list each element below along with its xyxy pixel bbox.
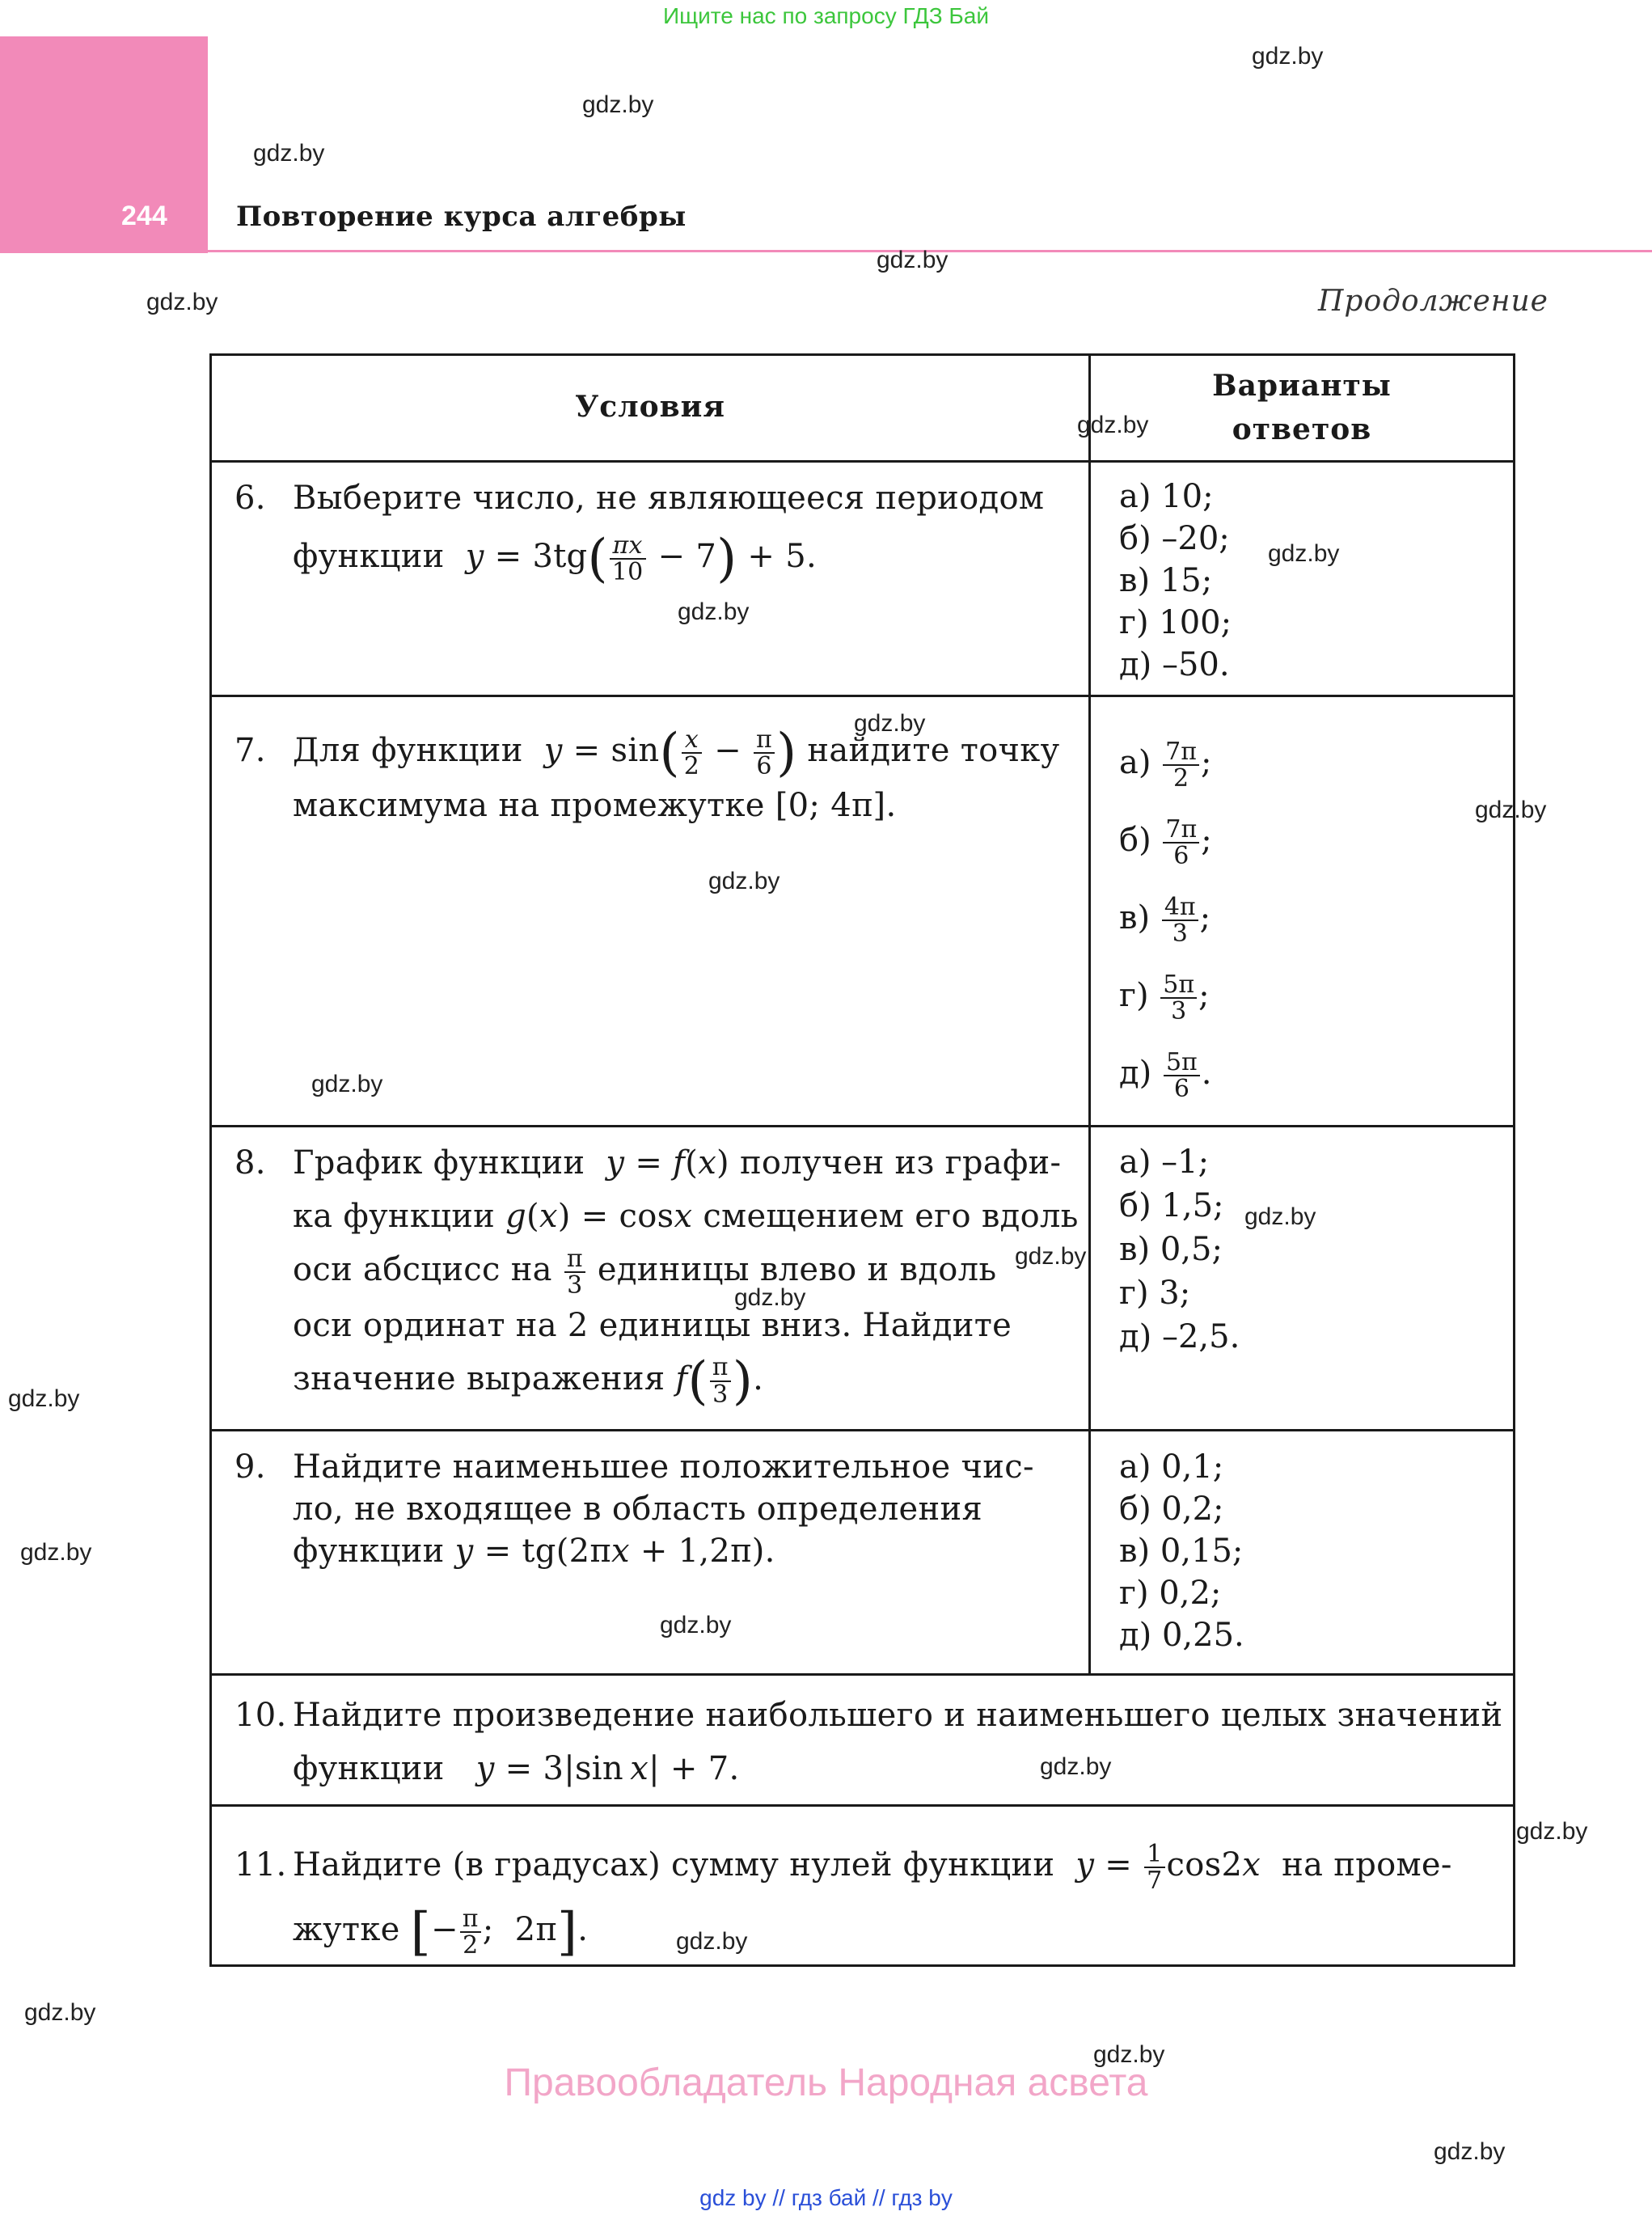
answer-end: ; bbox=[1201, 822, 1212, 859]
answer-option: д) –50. bbox=[1119, 646, 1230, 683]
problem-number: 11. bbox=[234, 1846, 287, 1884]
problem-text: найдите точку bbox=[807, 732, 1060, 769]
problem-formula-line: Для функции y = sin( $\frac{x}{2}$ − $\frac{\pi}{6}$ ) найдите точку bbox=[293, 723, 1060, 783]
answer-option: б) –20; bbox=[1119, 520, 1230, 557]
problem-text: оси абсцисс на bbox=[293, 1251, 552, 1288]
answer-option: г) 100; bbox=[1119, 604, 1232, 641]
answer-numerator: 5π bbox=[1164, 1050, 1200, 1077]
problem-formula-line: оси абсцисс на $\frac{\pi}{3}$ единицы влево и вдоль bbox=[293, 1244, 997, 1300]
problem-formula-line: ка функции g(x) = cosx смещением его вдоль bbox=[293, 1198, 1079, 1235]
watermark: gdz.by bbox=[1077, 412, 1149, 438]
problem-text-line: оси ординат на 2 единицы вниз. Найдите bbox=[293, 1306, 1012, 1344]
watermark: gdz.by bbox=[676, 1928, 748, 1955]
answer-option bbox=[1119, 724, 1212, 801]
watermark: gdz.by bbox=[1015, 1243, 1087, 1270]
answer-end: ; bbox=[1199, 899, 1211, 937]
problem-text: функции bbox=[293, 1750, 445, 1787]
table-row-rule bbox=[209, 1125, 1515, 1127]
problem-text-line: Найдите произведение наибольшего и наименьшего целых значений bbox=[293, 1697, 1503, 1734]
problem-text: График функции bbox=[293, 1144, 585, 1182]
watermark: gdz.by bbox=[1244, 1203, 1316, 1230]
answer-option: а) 0,1; bbox=[1119, 1448, 1224, 1486]
answer-option: а) –1; bbox=[1119, 1144, 1210, 1181]
problem-formula-line: График функции y = f(x) получен из графи- bbox=[293, 1144, 1062, 1182]
problem-8-condition bbox=[234, 1136, 1079, 1411]
answer-option: б) 0,2; bbox=[1119, 1490, 1224, 1528]
answer-option bbox=[1119, 957, 1212, 1034]
watermark: gdz.by bbox=[734, 1284, 806, 1311]
answer-label: б) bbox=[1119, 822, 1151, 859]
answer-option: а) 10; bbox=[1119, 478, 1214, 515]
answer-end: ; bbox=[1200, 744, 1212, 781]
problem-formula-line: жутке [− $\frac{\pi}{2}$ ; 2π]. bbox=[293, 1902, 589, 1962]
answer-option: в) 15; bbox=[1119, 562, 1213, 599]
problem-text-line: максимума на промежутке [0; 4π]. bbox=[293, 786, 897, 824]
answer-label: в) bbox=[1119, 899, 1151, 937]
problem-text-line: Найдите наименьшее положительное чис- bbox=[293, 1448, 1034, 1486]
problem-number: 9. bbox=[234, 1448, 266, 1486]
problem-formula-line: Найдите (в градусах) сумму нулей функции y = $\frac{1}{7}$ cos2x на проме- bbox=[293, 1839, 1452, 1895]
problem-8-answers bbox=[1119, 1140, 1240, 1359]
table-row-rule bbox=[209, 1804, 1515, 1807]
watermark: gdz.by bbox=[1093, 2041, 1165, 2068]
table-header-rule bbox=[209, 460, 1515, 463]
problem-number: 10. bbox=[234, 1697, 287, 1734]
problem-7-answers bbox=[1119, 724, 1212, 1112]
table-row-rule bbox=[209, 1673, 1515, 1676]
answer-option: д) –2,5. bbox=[1119, 1318, 1240, 1355]
problem-text: получен из графи- bbox=[739, 1144, 1062, 1182]
table-row-rule bbox=[209, 695, 1515, 697]
problem-formula-line: значение выражения f( $\frac{\pi}{3}$ ). bbox=[293, 1351, 764, 1411]
problem-formula-line: функции y = 3|sin x| + 7. bbox=[293, 1750, 740, 1787]
problem-6-condition bbox=[234, 472, 1045, 589]
header-answers-line2: ответов bbox=[1232, 412, 1372, 446]
watermark: gdz.by bbox=[678, 598, 750, 625]
answer-numerator: 4π bbox=[1162, 894, 1198, 922]
watermark: gdz.by bbox=[1475, 797, 1547, 823]
table-border-left bbox=[209, 353, 212, 1967]
answer-denominator: 2 bbox=[1173, 764, 1189, 793]
answer-option: в) 0,15; bbox=[1119, 1533, 1244, 1570]
answer-denominator: 3 bbox=[1171, 997, 1187, 1025]
problem-number: 7. bbox=[234, 732, 266, 769]
answer-option: д) 0,25. bbox=[1119, 1617, 1244, 1654]
answer-numerator: 7π bbox=[1163, 817, 1199, 844]
problem-text: жутке bbox=[293, 1911, 400, 1948]
answer-option bbox=[1119, 801, 1212, 879]
answer-option bbox=[1119, 879, 1212, 957]
problem-11-condition bbox=[234, 1833, 1452, 1962]
problem-text: значение выражения bbox=[293, 1359, 665, 1397]
answer-label: а) bbox=[1119, 744, 1151, 781]
problem-text: Найдите (в градусах) сумму нулей функции bbox=[293, 1846, 1055, 1884]
table-border-right bbox=[1513, 353, 1515, 1967]
answer-option: б) 1,5; bbox=[1119, 1187, 1224, 1224]
answer-label: д) bbox=[1119, 1055, 1152, 1092]
answer-option: в) 0,5; bbox=[1119, 1231, 1223, 1268]
watermark: gdz.by bbox=[253, 140, 325, 167]
top-banner[interactable]: Ищите нас по запросу ГДЗ Бай bbox=[662, 3, 990, 28]
problem-text: смещением его вдоль bbox=[703, 1198, 1079, 1235]
answer-end: ; bbox=[1198, 977, 1210, 1014]
watermark: gdz.by bbox=[24, 1999, 96, 2026]
problem-6-answers bbox=[1119, 476, 1232, 686]
answer-numerator: 5π bbox=[1160, 972, 1197, 1000]
copyright-notice: Правообладатель Народная асвета bbox=[504, 2061, 1148, 2104]
problem-text-line: ло, не входящее в область определения bbox=[293, 1490, 982, 1528]
footer-links[interactable]: gdz by // гдз бай // гдз by bbox=[699, 2185, 953, 2210]
answer-denominator: 6 bbox=[1173, 842, 1189, 870]
problem-text: функции bbox=[293, 1533, 445, 1570]
problem-9-condition bbox=[234, 1446, 1034, 1572]
problem-text: единицы влево и вдоль bbox=[597, 1251, 997, 1288]
watermark: gdz.by bbox=[20, 1539, 92, 1566]
answer-option: г) 3; bbox=[1119, 1275, 1191, 1312]
problem-9-answers bbox=[1119, 1446, 1244, 1656]
answer-denominator: 3 bbox=[1172, 920, 1188, 948]
watermark: gdz.by bbox=[1516, 1818, 1588, 1845]
problem-text: на проме- bbox=[1282, 1846, 1452, 1884]
answer-option: г) 0,2; bbox=[1119, 1575, 1222, 1612]
problem-text: Для функции bbox=[293, 732, 523, 769]
watermark: gdz.by bbox=[1252, 43, 1324, 70]
table-row-rule bbox=[209, 1429, 1515, 1431]
watermark: gdz.by bbox=[877, 247, 949, 273]
problem-formula-line: функции y = 3tg( $\frac{\pi x}{10}$ − 7) + 5. bbox=[293, 529, 818, 589]
page-number: 244 bbox=[121, 201, 167, 231]
table-border-bottom bbox=[209, 1964, 1515, 1967]
problem-number: 6. bbox=[234, 480, 266, 517]
answer-label: г) bbox=[1119, 977, 1149, 1014]
table-column-divider bbox=[1088, 353, 1091, 1676]
header-answers-line1: Варианты bbox=[1212, 369, 1392, 403]
page-corner-block bbox=[0, 36, 208, 253]
answer-end: . bbox=[1201, 1055, 1212, 1092]
watermark: gdz.by bbox=[1268, 540, 1340, 567]
problem-formula-line: функции y = tg(2πx + 1,2π). bbox=[293, 1533, 775, 1570]
watermark: gdz.by bbox=[1434, 2138, 1506, 2165]
watermark: gdz.by bbox=[1040, 1753, 1112, 1780]
watermark: gdz.by bbox=[582, 91, 654, 118]
problem-text: ка функции bbox=[293, 1198, 496, 1235]
answer-denominator: 6 bbox=[1173, 1075, 1189, 1103]
watermark: gdz.by bbox=[146, 289, 218, 315]
answer-numerator: 7π bbox=[1163, 739, 1199, 767]
watermark: gdz.by bbox=[8, 1385, 80, 1412]
watermark: gdz.by bbox=[660, 1612, 732, 1638]
running-head: Повторение курса алгебры bbox=[236, 201, 687, 233]
problem-text-line: Выберите число, не являющееся периодом bbox=[293, 480, 1045, 517]
watermark: gdz.by bbox=[854, 710, 926, 737]
watermark: gdz.by bbox=[708, 868, 780, 894]
answer-option bbox=[1119, 1034, 1212, 1112]
table-border-top bbox=[209, 353, 1515, 356]
problem-10-condition bbox=[234, 1689, 1503, 1795]
problem-number: 8. bbox=[234, 1144, 266, 1182]
problem-text: функции bbox=[293, 538, 445, 575]
header-conditions: Условия bbox=[575, 390, 725, 424]
watermark: gdz.by bbox=[311, 1071, 383, 1097]
continuation-label: Продолжение bbox=[1318, 285, 1548, 318]
